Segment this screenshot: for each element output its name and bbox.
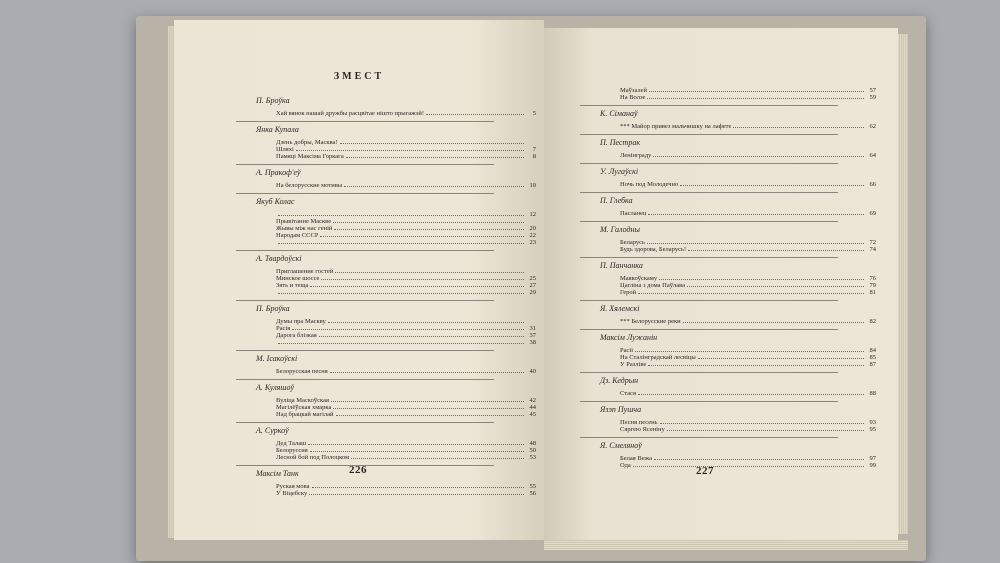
toc-entry — [236, 110, 536, 117]
toc-entry-title: На Сталінградскай лесвіцы — [620, 354, 696, 361]
toc-entry — [580, 246, 876, 253]
toc-entry-title: Пасланец — [620, 210, 647, 217]
toc-entry-title: Дед Талаш — [276, 440, 307, 447]
toc-entry-page: 5 — [532, 110, 536, 117]
toc-leader-dots — [309, 494, 524, 495]
toc-author: М. Ісакоўскі — [256, 354, 298, 363]
toc-entry — [236, 318, 536, 325]
toc-leader-dots — [308, 444, 524, 445]
toc-author: А. Пракоф'еў — [256, 168, 301, 177]
toc-entry-title: Минское шоссе — [276, 275, 320, 282]
toc-entry-title: Расія — [276, 325, 291, 332]
toc-entry — [580, 94, 876, 101]
toc-entry-title: Ночь под Молодечно — [620, 181, 679, 188]
toc-entry — [580, 419, 876, 426]
toc-leader-dots — [278, 243, 524, 244]
toc-entry-page: 59 — [869, 94, 876, 101]
toc-entry — [236, 440, 536, 447]
toc-leader-dots — [351, 458, 524, 459]
toc-entry — [580, 87, 876, 94]
section-divider — [580, 437, 838, 438]
toc-entry-title: Прывітанне Маскве — [276, 218, 332, 225]
toc-section — [580, 257, 876, 296]
toc-leader-dots — [333, 222, 524, 223]
toc-entry-page: 37 — [529, 332, 536, 339]
toc-entry-page: 64 — [869, 152, 876, 159]
toc-entry — [236, 447, 536, 454]
section-divider — [236, 193, 494, 194]
toc-leader-dots — [633, 466, 864, 467]
right-page — [544, 28, 898, 540]
toc-entry — [236, 153, 536, 160]
toc-entry-page: 53 — [529, 454, 536, 461]
toc-entry-page: 81 — [869, 289, 876, 296]
toc-entry-page: 74 — [869, 246, 876, 253]
toc-entry-page: 20 — [529, 225, 536, 232]
toc-entry — [580, 347, 876, 354]
toc-leader-dots — [296, 150, 524, 151]
toc-section — [580, 300, 876, 325]
toc-entry-page: 72 — [869, 239, 876, 246]
toc-entry — [236, 411, 536, 418]
toc-section — [236, 164, 536, 189]
toc-leader-dots — [340, 143, 524, 144]
toc-entry-title: Стася — [620, 390, 636, 397]
toc-author: П. Пестрак — [600, 138, 641, 147]
toc-section — [236, 379, 536, 418]
toc-leader-dots — [292, 329, 524, 330]
toc-leader-dots — [647, 243, 864, 244]
toc-entry — [236, 218, 536, 225]
toc-leader-dots — [648, 365, 864, 366]
toc-entry-title: На Волзе — [620, 94, 646, 101]
toc-entry-page: 82 — [869, 318, 876, 325]
toc-entry-page: 42 — [529, 397, 536, 404]
toc-entry-page: 95 — [869, 426, 876, 433]
toc-entry-title: Цагліна з дома Паўлава — [620, 282, 685, 289]
toc-entry-page: 12 — [529, 211, 536, 218]
toc-leader-dots — [426, 114, 524, 115]
toc-entry-title: Шляхі — [276, 146, 294, 153]
toc-leader-dots — [688, 250, 864, 251]
toc-entry-page: 88 — [869, 390, 876, 397]
toc-entry-page: 85 — [869, 354, 876, 361]
toc-entry — [236, 232, 536, 239]
toc-entry — [580, 455, 876, 462]
toc-author: Якуб Колас — [256, 197, 295, 206]
toc-entry-title: Маўзалей — [620, 87, 648, 94]
toc-entry — [236, 211, 536, 218]
toc-leader-dots — [334, 229, 524, 230]
toc-leader-dots — [683, 322, 864, 323]
toc-entry-page: 22 — [529, 232, 536, 239]
toc-entry — [580, 361, 876, 368]
toc-leader-dots — [320, 236, 524, 237]
toc-leader-dots — [278, 343, 524, 344]
section-divider — [580, 134, 838, 135]
toc-leader-dots — [648, 214, 864, 215]
toc-section — [580, 134, 876, 159]
toc-entry-title: Ленінграду — [620, 152, 652, 159]
toc-section — [580, 437, 876, 469]
toc-leader-dots — [660, 423, 864, 424]
toc-entry-title: Белорусская песня — [276, 368, 328, 375]
toc-entry — [580, 152, 876, 159]
toc-entry-title: Расіі — [620, 347, 633, 354]
toc-entry-title: Дарога блізкая — [276, 332, 317, 339]
toc-leader-dots — [335, 272, 524, 273]
toc-leader-dots — [698, 358, 864, 359]
toc-leader-dots — [336, 415, 524, 416]
toc-entry — [580, 282, 876, 289]
toc-entry-title: Песня песень — [620, 419, 658, 426]
toc-entry-title: Ода — [620, 462, 631, 469]
section-divider — [236, 300, 494, 301]
toc-entry — [236, 182, 536, 189]
toc-leader-dots — [654, 459, 864, 460]
toc-entry — [580, 181, 876, 188]
toc-entry-title: Беларусь — [620, 239, 646, 246]
toc-entry-page: 25 — [529, 275, 536, 282]
section-divider — [236, 422, 494, 423]
toc-section — [580, 329, 876, 368]
toc-entry — [236, 397, 536, 404]
toc-leader-dots — [649, 91, 864, 92]
toc-entry-page: 84 — [869, 347, 876, 354]
section-divider — [580, 300, 838, 301]
toc-entry-title: Руская мова — [276, 483, 310, 490]
toc-entry — [236, 483, 536, 490]
toc-entry — [236, 368, 536, 375]
toc-entry-page: 66 — [869, 181, 876, 188]
section-divider — [580, 192, 838, 193]
toc-author: Язэп Пушча — [600, 405, 642, 414]
toc-entry-page: 62 — [869, 123, 876, 130]
toc-leader-dots — [647, 98, 864, 99]
toc-leader-dots — [346, 157, 524, 158]
toc-leader-dots — [638, 293, 864, 294]
toc-section — [236, 250, 536, 296]
toc-entry-title: Народам СССР — [276, 232, 319, 239]
toc-entry-title: Памяці Максіма Горкага — [276, 153, 344, 160]
toc-leader-dots — [635, 351, 864, 352]
toc-section — [236, 465, 536, 497]
toc-entry — [580, 123, 876, 130]
toc-author: П. Глебка — [600, 196, 633, 205]
toc-right — [580, 87, 876, 469]
toc-entry-page: 55 — [529, 483, 536, 490]
toc-entry-title: На белорусские мотивы — [276, 182, 343, 189]
toc-entry — [236, 490, 536, 497]
toc-author: А. Суркоў — [256, 426, 289, 435]
toc-entry — [580, 354, 876, 361]
toc-entry-title: Над брацкай магілай — [276, 411, 334, 418]
toc-author: Максім Лужанін — [600, 333, 658, 342]
toc-entry — [236, 404, 536, 411]
toc-entry-page: 93 — [869, 419, 876, 426]
toc-entry-title: Зять и теща — [276, 282, 309, 289]
toc-entry — [236, 289, 536, 296]
toc-entry-page: 29 — [529, 289, 536, 296]
section-divider — [580, 163, 838, 164]
toc-leader-dots — [328, 322, 524, 323]
toc-author: Я. Смеляноў — [600, 441, 642, 450]
toc-entry — [580, 426, 876, 433]
section-divider — [236, 164, 494, 165]
page-number-right: 227 — [696, 465, 714, 477]
toc-entry — [580, 239, 876, 246]
toc-entry — [236, 275, 536, 282]
toc-entry-title: Белая Вежа — [620, 455, 652, 462]
toc-leader-dots — [687, 286, 864, 287]
toc-entry-page: 23 — [529, 239, 536, 246]
toc-left — [236, 96, 536, 497]
toc-entry-page: 44 — [529, 404, 536, 411]
toc-entry-title: Вуліца Маскоўская — [276, 397, 329, 404]
toc-entry — [236, 225, 536, 232]
toc-section — [236, 300, 536, 346]
toc-entry-page: 87 — [869, 361, 876, 368]
toc-entry-page: 27 — [529, 282, 536, 289]
toc-title: ЗМЕСТ — [333, 71, 385, 82]
page-number-left: 226 — [349, 464, 367, 476]
toc-author: Янка Купала — [256, 125, 299, 134]
toc-leader-dots — [659, 279, 864, 280]
section-divider — [236, 121, 494, 122]
toc-section — [580, 401, 876, 433]
toc-entry-page: 97 — [869, 455, 876, 462]
toc-section — [236, 422, 536, 461]
toc-entry-title: Приглашение гостей — [276, 268, 334, 275]
toc-entry-title: Белоруссия — [276, 447, 308, 454]
toc-entry-page: 48 — [529, 440, 536, 447]
toc-entry — [236, 282, 536, 289]
toc-leader-dots — [310, 286, 524, 287]
toc-section — [580, 192, 876, 217]
toc-leader-dots — [733, 127, 864, 128]
section-divider — [580, 257, 838, 258]
section-divider — [236, 379, 494, 380]
toc-entry-page: 45 — [529, 411, 536, 418]
left-page — [174, 20, 544, 540]
toc-author: Я. Хялемскі — [600, 304, 640, 313]
toc-leader-dots — [278, 215, 524, 216]
toc-leader-dots — [321, 279, 524, 280]
toc-author: А. Куляшоў — [256, 383, 294, 392]
section-divider — [580, 329, 838, 330]
toc-entry-title: *** Белорусские реки — [620, 318, 681, 325]
toc-entry — [236, 332, 536, 339]
toc-entry-title: Думы пра Маскву — [276, 318, 326, 325]
toc-entry — [580, 275, 876, 282]
section-divider — [236, 350, 494, 351]
toc-section — [580, 105, 876, 130]
toc-entry-page: 69 — [869, 210, 876, 217]
toc-entry-title: Сяргею Ясеніну — [620, 426, 665, 433]
toc-entry-title: У Віцебску — [276, 490, 308, 497]
section-divider — [580, 221, 838, 222]
toc-leader-dots — [310, 451, 524, 452]
toc-author: П. Броўка — [256, 96, 290, 105]
toc-entry — [580, 390, 876, 397]
toc-entry-page: 10 — [529, 182, 536, 189]
toc-entry — [236, 268, 536, 275]
toc-entry — [236, 239, 536, 246]
toc-entry — [580, 210, 876, 217]
section-divider — [580, 401, 838, 402]
toc-entry — [580, 462, 876, 469]
toc-entry-page: 57 — [869, 87, 876, 94]
toc-entry-page: 7 — [532, 146, 536, 153]
toc-entry-page: 99 — [869, 462, 876, 469]
toc-entry — [580, 289, 876, 296]
toc-leader-dots — [680, 185, 864, 186]
toc-entry-page: 56 — [529, 490, 536, 497]
toc-entry-title: Лесной бой под Полоцком — [276, 454, 350, 461]
toc-leader-dots — [278, 293, 524, 294]
toc-leader-dots — [344, 186, 524, 187]
section-divider — [580, 372, 838, 373]
toc-entry-title: *** Майор привез мальчишку на лафете — [620, 123, 732, 130]
toc-leader-dots — [330, 372, 524, 373]
toc-entry-page: 40 — [529, 368, 536, 375]
toc-section — [236, 193, 536, 246]
toc-entry-title: Дзень добры, Масква! — [276, 139, 338, 146]
toc-author: Максім Танк — [256, 469, 299, 478]
toc-section — [580, 221, 876, 253]
toc-author: М. Галодны — [600, 225, 640, 234]
toc-entry-title: Жывы між нас геній — [276, 225, 333, 232]
toc-section — [580, 372, 876, 397]
toc-entry-title: Хай вянок нашай дружбы расцвітае нішто прыгажэй! — [276, 110, 425, 117]
toc-section — [236, 121, 536, 160]
toc-section — [236, 350, 536, 375]
toc-leader-dots — [331, 401, 524, 402]
toc-entry-title: Магілёўская хмарка — [276, 404, 332, 411]
toc-author: П. Панчанка — [600, 261, 643, 270]
toc-entry — [236, 139, 536, 146]
toc-section — [236, 96, 536, 117]
toc-leader-dots — [638, 394, 864, 395]
toc-entry-page: 50 — [529, 447, 536, 454]
toc-entry-page: 38 — [529, 339, 536, 346]
toc-section — [580, 87, 876, 101]
toc-leader-dots — [333, 408, 524, 409]
toc-entry-page: 8 — [532, 153, 536, 160]
toc-section — [580, 163, 876, 188]
page-edge-bottom — [544, 540, 908, 550]
toc-author: П. Броўка — [256, 304, 290, 313]
page-edge-right — [898, 34, 908, 534]
section-divider — [236, 250, 494, 251]
toc-entry-title: Будь здорова, Беларусь! — [620, 246, 687, 253]
toc-author: Дз. Кедрын — [600, 376, 639, 385]
toc-entry — [236, 325, 536, 332]
toc-entry-page: 31 — [529, 325, 536, 332]
toc-leader-dots — [653, 156, 864, 157]
toc-entry-title: Герой — [620, 289, 637, 296]
toc-author: У. Лугаўскі — [600, 167, 639, 176]
toc-leader-dots — [667, 430, 864, 431]
toc-entry — [580, 318, 876, 325]
toc-entry-title: Маякоўскаму — [620, 275, 658, 282]
toc-author: К. Сіманаў — [600, 109, 638, 118]
toc-entry-title: У Разліве — [620, 361, 647, 368]
toc-entry — [236, 454, 536, 461]
open-book — [140, 20, 920, 555]
toc-leader-dots — [312, 487, 524, 488]
toc-entry-page: 79 — [869, 282, 876, 289]
section-divider — [580, 105, 838, 106]
toc-entry — [236, 146, 536, 153]
toc-entry-page: 76 — [869, 275, 876, 282]
toc-author: А. Твардоўскі — [256, 254, 302, 263]
toc-entry — [236, 339, 536, 346]
toc-leader-dots — [319, 336, 524, 337]
